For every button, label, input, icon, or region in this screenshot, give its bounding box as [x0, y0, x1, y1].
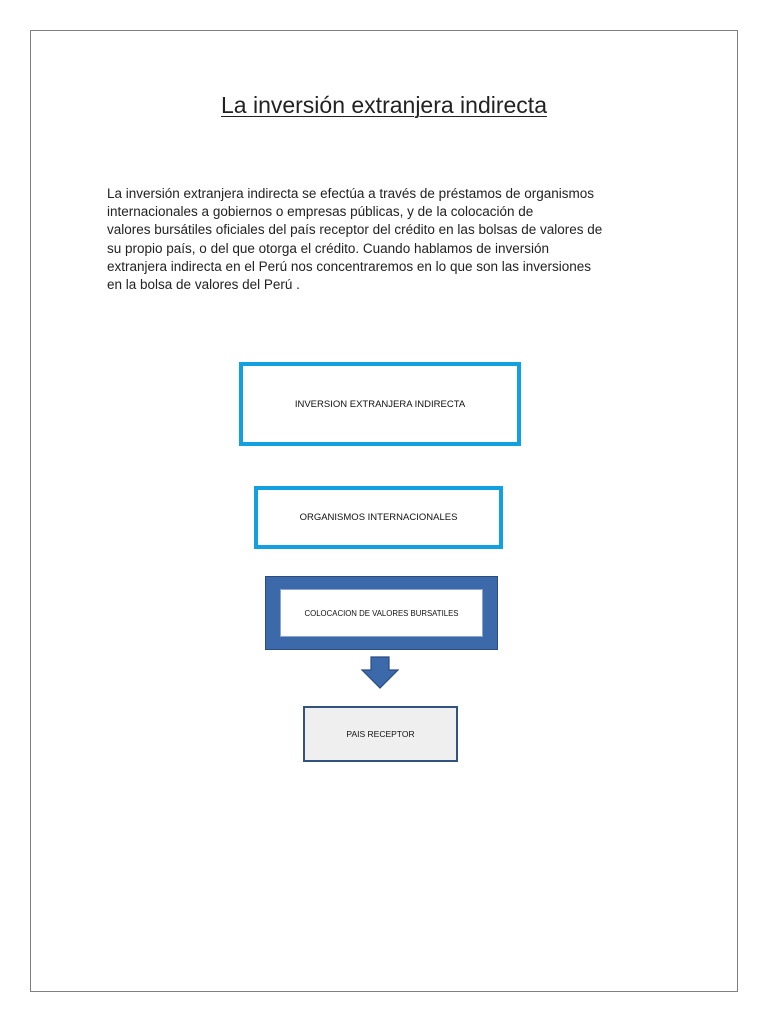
- paragraph-line: internacionales a gobiernos o empresas públicas, y de la colocación de: [107, 204, 534, 220]
- paragraph-line: La inversión extranjera indirecta se efectúa a través de préstamos de organismos: [107, 186, 595, 201]
- paragraph-line: en la bolsa de valores del Perú .: [107, 277, 300, 293]
- down-arrow-icon: [360, 656, 400, 690]
- paragraph-line: valores bursátiles oficiales del país receptor del crédito en las bolsas de valores de: [107, 222, 603, 238]
- box-label: ORGANISMOS INTERNACIONALES: [299, 512, 458, 523]
- diagram-box-organismos: [254, 486, 503, 549]
- diagram-box-pais-receptor: [303, 706, 458, 762]
- box-label: PAIS RECEPTOR: [346, 729, 415, 739]
- diagram-box-inversion: [239, 362, 521, 446]
- diagram-box-colocacion: [265, 576, 498, 650]
- paragraph-line: extranjera indirecta en el Perú nos concentraremos en lo que son las inversiones: [107, 258, 592, 274]
- paragraph-line: su propio país, o del que otorga el crédito. Cuando hablamos de inversión: [107, 240, 550, 256]
- box-label: COLOCACION DE VALORES BURSATILES: [304, 608, 459, 618]
- box-inner-panel: [280, 589, 483, 637]
- document-title: La inversión extranjera indirecta: [220, 92, 547, 118]
- body-paragraph: [107, 185, 667, 294]
- box-label: INVERSION EXTRANJERA INDIRECTA: [294, 398, 466, 410]
